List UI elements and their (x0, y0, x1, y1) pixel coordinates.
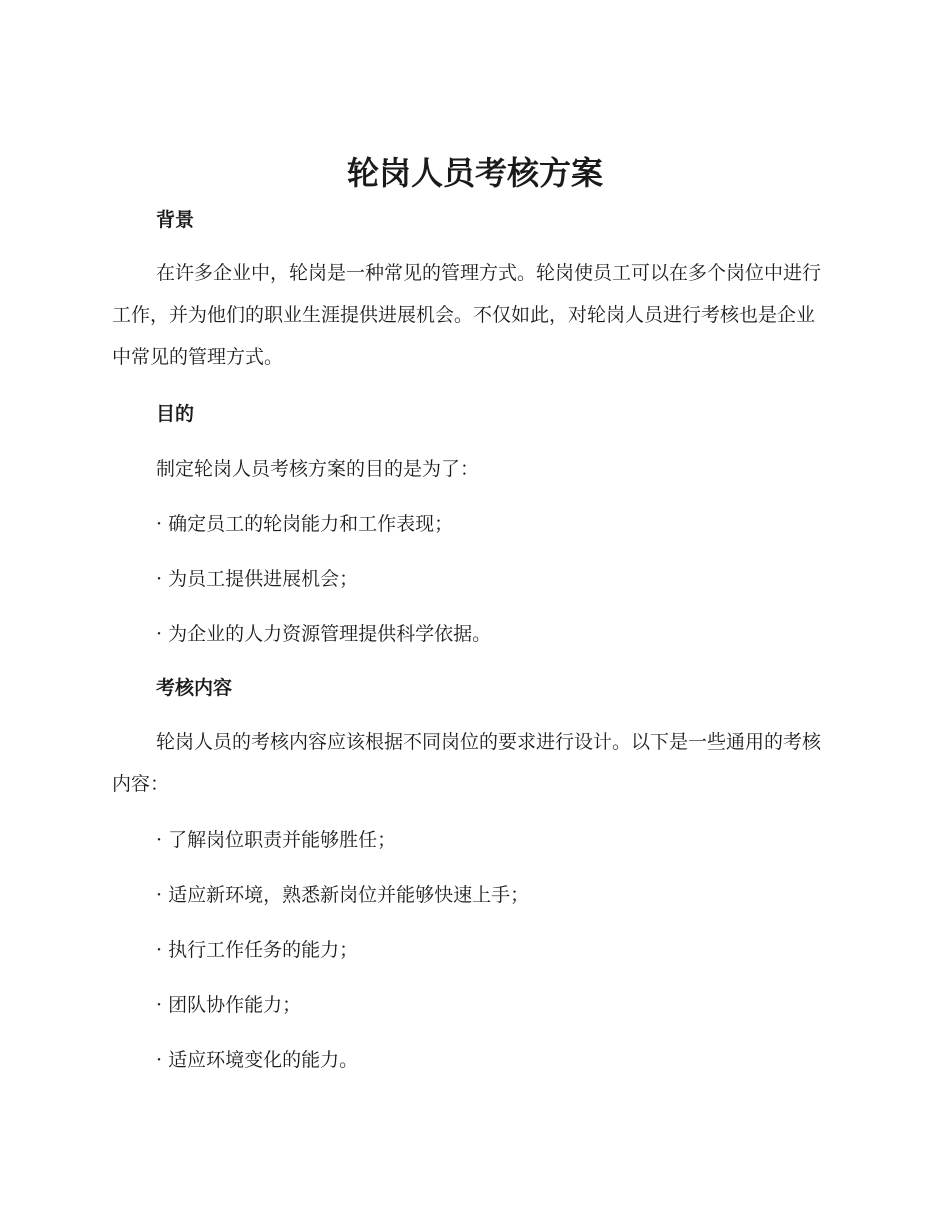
purpose-list-item: · 为员工提供进展机会； (156, 568, 359, 590)
document-title: 轮岗人员考核方案 (346, 154, 603, 192)
purpose-intro: 制定轮岗人员考核方案的目的是为了： (156, 458, 480, 480)
content-list-item: · 执行工作任务的能力； (156, 939, 359, 961)
content-list-item: · 团队协作能力； (156, 994, 302, 1016)
background-paragraph: 在许多企业中，轮岗是一种常见的管理方式。轮岗使员工可以在多个岗位中进行工作，并为他们的职业生涯提供进展机会。不仅如此，对轮岗人员进行考核也是企业中常见的管理方式。 (112, 262, 822, 368)
section-heading-content: 考核内容 (156, 677, 233, 699)
purpose-list-item: · 确定员工的轮岗能力和工作表现； (156, 513, 454, 535)
content-list-item: · 适应新环境，熟悉新岗位并能够快速上手； (156, 884, 530, 906)
purpose-list-item: · 为企业的人力资源管理提供科学依据。 (156, 623, 492, 645)
content-list-item: · 适应环境变化的能力。 (156, 1049, 359, 1071)
content-list-item: · 了解岗位职责并能够胜任； (156, 829, 397, 851)
section-heading-background: 背景 (156, 209, 195, 231)
content-paragraph: 轮岗人员的考核内容应该根据不同岗位的要求进行设计。以下是一些通用的考核内容： (112, 731, 822, 795)
section-heading-purpose: 目的 (156, 403, 195, 425)
